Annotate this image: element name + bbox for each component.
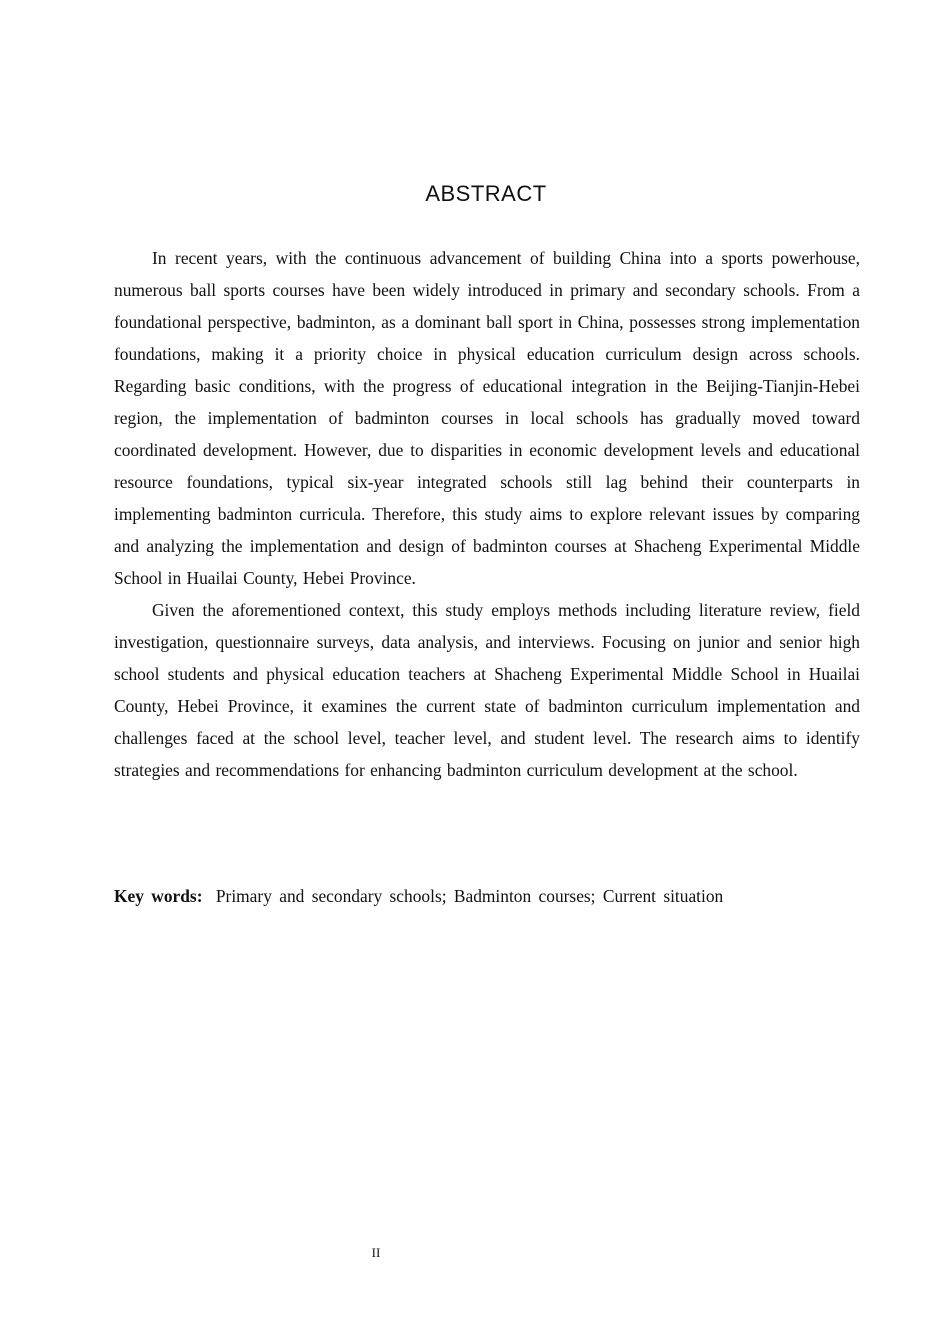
abstract-paragraph-2: Given the aforementioned context, this study employs methods including literature review, field investigation, questionnaire surveys, data analysis, and interviews. Focusing on junior and senior high school students and physical education teachers at Shacheng Experimental Middle School in Huailai County, Hebei Province, it examines the current state of badminton curriculum implementation and challenges faced at the school level, teacher level, and student level. The research aims to identify strategies and recommendations for enhancing badminton curriculum development at the school. [114,600,860,780]
page-number: II [371,1245,381,1260]
abstract-title: ABSTRACT [425,181,547,206]
abstract-paragraph-1: In recent years, with the continuous advancement of building China into a sports powerhouse, numerous ball sports courses have been widely introduced in primary and secondary schools. From a foundational perspective, badminton, as a dominant ball sport in China, possesses strong implementation foundations, making it a priority choice in physical education curriculum design across schools. Regarding basic conditions, with the progress of educational integration in the Beijing-Tianjin-Hebei region, the implementation of badminton courses in local schools has gradually moved toward coordinated development. However, due to disparities in economic development levels and educational resource foundations, typical six-year integrated schools still lag behind their counterparts in implementing badminton curricula. Therefore, this study aims to explore relevant issues by comparing and analyzing the implementation and design of badminton courses at Shacheng Experimental Middle School in Huailai County, Hebei Province. [114,248,860,588]
abstract-body [114,242,860,786]
keywords-line [114,880,860,912]
keywords-text: Primary and secondary schools; Badminton courses; Current situation [215,886,724,906]
keywords-label: Key words: [114,886,203,906]
